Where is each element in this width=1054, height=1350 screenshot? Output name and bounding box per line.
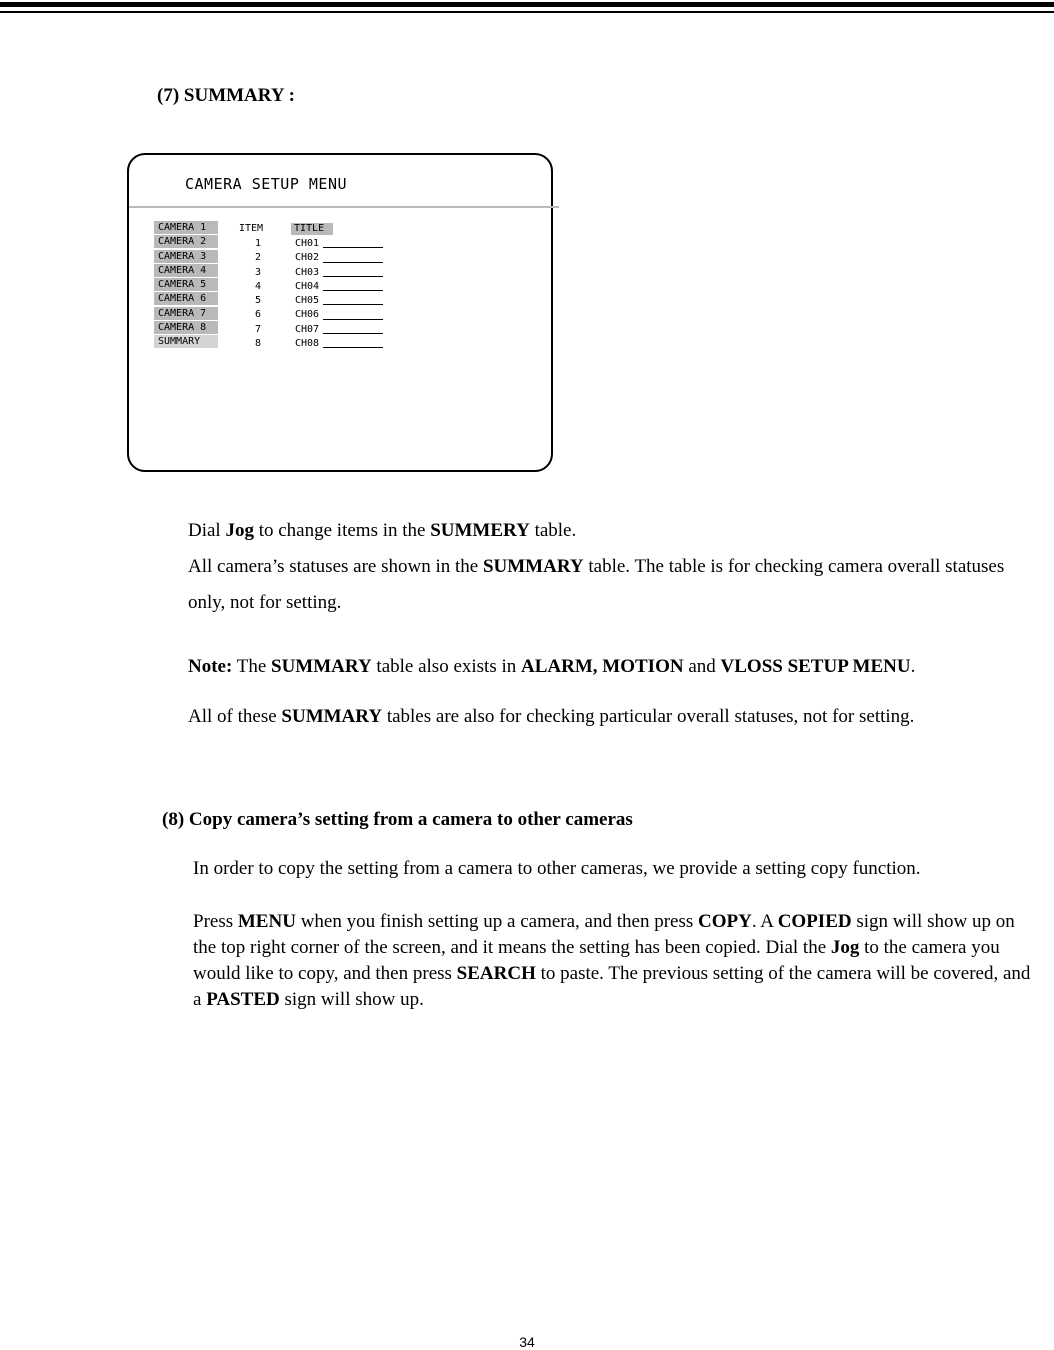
text-bold: COPIED bbox=[777, 911, 852, 932]
text-run: sign will show up. bbox=[279, 989, 424, 1010]
header-rule-thick bbox=[0, 2, 1054, 7]
item-number: 4 bbox=[255, 280, 262, 292]
camera-list-item[interactable]: CAMERA 3 bbox=[154, 250, 218, 263]
text-run: table. The table is for checking camera overall statuses only, not for setting. bbox=[188, 556, 1005, 613]
title-underline bbox=[323, 262, 383, 263]
page-number: 34 bbox=[519, 1334, 535, 1350]
channel-title-field bbox=[295, 266, 383, 280]
text-bold: SEARCH bbox=[456, 963, 536, 984]
channel-title: CH07 bbox=[295, 323, 320, 335]
camera-list-item[interactable]: CAMERA 2 bbox=[154, 235, 218, 248]
camera-list-item[interactable]: CAMERA 5 bbox=[154, 278, 218, 291]
camera-list bbox=[154, 221, 218, 350]
text-run: All camera’s statuses are shown in the bbox=[188, 556, 483, 577]
text-bold: SUMMARY bbox=[281, 706, 383, 727]
text-run: and bbox=[683, 656, 721, 677]
item-number: 7 bbox=[255, 323, 262, 335]
paragraph-summary-statuses bbox=[188, 549, 1033, 621]
item-number-column bbox=[255, 237, 261, 351]
text-bold: SUMMARY bbox=[271, 656, 372, 677]
text-run: to change items in the bbox=[253, 520, 431, 541]
camera-setup-menu-screen bbox=[127, 153, 553, 472]
text-run: Press bbox=[193, 911, 238, 932]
header-rule-thin bbox=[0, 11, 1054, 13]
section-7-heading: (7) SUMMARY : bbox=[157, 85, 295, 106]
text-run: . A bbox=[751, 911, 778, 932]
channel-title: CH02 bbox=[295, 252, 320, 264]
item-number: 6 bbox=[255, 309, 262, 321]
channel-title-field bbox=[295, 294, 383, 308]
camera-list-item[interactable]: CAMERA 1 bbox=[154, 221, 218, 234]
item-number: 3 bbox=[255, 266, 262, 278]
title-underline bbox=[323, 290, 383, 291]
channel-title: CH06 bbox=[295, 309, 320, 321]
channel-title: CH08 bbox=[295, 338, 320, 350]
text-run: The bbox=[232, 656, 272, 677]
item-number: 1 bbox=[255, 238, 262, 249]
title-underline bbox=[323, 333, 383, 334]
channel-title: CH04 bbox=[295, 280, 320, 292]
text-bold: ALARM, MOTION bbox=[521, 656, 684, 677]
text-run: . bbox=[910, 656, 916, 677]
camera-list-item[interactable]: CAMERA 7 bbox=[154, 307, 218, 320]
channel-title-field bbox=[295, 280, 383, 294]
item-number: 8 bbox=[255, 338, 262, 350]
text-run: to paste. The previous setting of the camera will be covered, and a bbox=[193, 963, 1031, 1010]
osd-separator bbox=[129, 206, 559, 208]
channel-title-field bbox=[295, 337, 383, 351]
title-underline bbox=[323, 276, 383, 277]
title-underline bbox=[323, 247, 383, 248]
text-run: table also exists in bbox=[371, 656, 522, 677]
item-number: 2 bbox=[255, 252, 262, 264]
summary-list-item[interactable]: SUMMARY bbox=[154, 335, 218, 348]
text-bold: MENU bbox=[237, 911, 296, 932]
osd-title: CAMERA SETUP MENU bbox=[185, 175, 348, 193]
text-bold: SUMMARY bbox=[482, 556, 584, 577]
item-number: 5 bbox=[255, 295, 262, 307]
text-bold: Jog bbox=[225, 520, 254, 541]
title-underline bbox=[323, 304, 383, 305]
text-bold: VLOSS SETUP MENU bbox=[720, 656, 911, 677]
title-underline bbox=[323, 347, 383, 348]
channel-title: CH01 bbox=[295, 238, 320, 249]
text-run: tables are also for checking particular overall statuses, not for setting. bbox=[382, 706, 915, 727]
paragraph-all-summary-tables bbox=[188, 699, 1033, 735]
channel-title-field bbox=[295, 323, 383, 337]
section-8-heading: (8) Copy camera’s setting from a camera to other cameras bbox=[162, 809, 633, 830]
text-bold: Jog bbox=[830, 937, 860, 958]
text-run: table. bbox=[529, 520, 577, 541]
text-run: to the camera you would like to copy, and then press bbox=[193, 937, 1000, 984]
text-bold: PASTED bbox=[206, 989, 280, 1010]
paragraph-note bbox=[188, 649, 1033, 685]
camera-list-item[interactable]: CAMERA 4 bbox=[154, 264, 218, 277]
title-underline bbox=[323, 319, 383, 320]
text-bold: COPY bbox=[698, 911, 752, 932]
channel-title-field bbox=[295, 308, 383, 322]
text-bold: SUMMERY bbox=[430, 520, 530, 541]
title-column bbox=[295, 237, 383, 351]
paragraph-dial-jog bbox=[188, 513, 1028, 549]
channel-title-field bbox=[295, 237, 383, 251]
paragraph-copy-intro: In order to copy the setting from a camera to other cameras, we provide a setting copy function. bbox=[193, 858, 921, 879]
channel-title-field bbox=[295, 251, 383, 265]
paragraph-copy-steps bbox=[193, 909, 1038, 1013]
note-label: Note: bbox=[188, 656, 233, 677]
text-run: Dial bbox=[188, 520, 226, 541]
item-column-header: ITEM bbox=[239, 223, 264, 234]
text-run: when you finish setting up a camera, and then press bbox=[295, 911, 698, 932]
camera-list-item[interactable]: CAMERA 6 bbox=[154, 292, 218, 305]
text-run: sign will show up on the top right corner of the screen, and it means the setting has been copied. Dial the bbox=[193, 911, 1015, 958]
title-column-header: TITLE bbox=[291, 223, 333, 235]
camera-list-item[interactable]: CAMERA 8 bbox=[154, 321, 218, 334]
channel-title: CH03 bbox=[295, 266, 320, 278]
channel-title: CH05 bbox=[295, 295, 320, 307]
text-run: All of these bbox=[188, 706, 282, 727]
